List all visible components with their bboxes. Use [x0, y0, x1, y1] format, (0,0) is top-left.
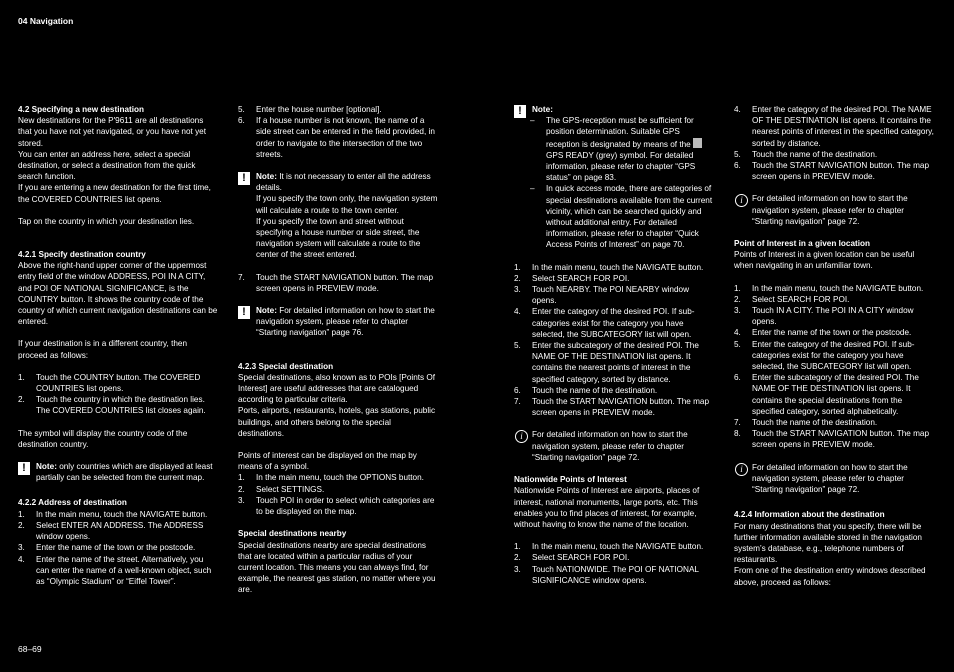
section-heading: 4.2.4 Information about the destination [734, 510, 885, 520]
paragraph: You can enter an address here, select a special destination, or select a destination from the quick search function. [18, 149, 196, 182]
section-heading: Point of Interest in a given location [734, 239, 871, 249]
paragraph: New destinations for the P'9611 are all destinations that you have not yet navigated, or you have not yet stored. [18, 116, 206, 148]
step-list [734, 104, 934, 182]
list-item: – In quick access mode, there are categories of special destinations available from the current vicinity, which can be searched quickly and without additional entry. For detailed information, please refer to chapter “Quick Access Points of Interest” on page 70. [530, 184, 713, 250]
column-1 [18, 104, 218, 587]
note-block: ! Note: For detailed information on how to start the navigation system, please refer to chapter “Starting navigation” page 76. [238, 305, 438, 339]
exclamation-icon: ! [238, 172, 250, 185]
info-block: i For detailed information on how to start the navigation system, please refer to chapter “Starting navigation” page 72. [734, 193, 934, 227]
list-item: 2. Select SEARCH FOR POI. [734, 294, 850, 304]
list-item: 2. Select SEARCH FOR POI. [514, 273, 630, 283]
section-heading: Special destinations nearby [238, 529, 347, 539]
list-item: 7. Touch the START NAVIGATION button. The map screen opens in PREVIEW mode. [238, 272, 434, 293]
note-block: ! Note: only countries which are displayed at least partially can be selected from the current map. [18, 461, 218, 483]
list-item: 7. Touch the START NAVIGATION button. The map screen opens in PREVIEW mode. [514, 397, 710, 418]
list-item: 4. Enter the category of the desired POI. The NAME OF THE DESTINATION list opens. It contains the nearest points of interest in the specified category, sorted by distance. [734, 105, 934, 148]
paragraph: Ports, airports, restaurants, hotels, gas stations, public buildings, and others belong to the special destinations. [238, 406, 436, 438]
list-item: 1. In the main menu, touch the NAVIGATE button. [514, 262, 704, 272]
list-item: 4. Enter the name of the street. Alternatively, you can enter the name of a well-known object, such as “Olympic Stadium” or “Eiffel Tower”. [18, 554, 212, 586]
list-item: 1. In the main menu, touch the NAVIGATE button. [514, 542, 704, 552]
step-list [238, 104, 438, 160]
info-icon: i [735, 194, 748, 207]
paragraph: Special destinations nearby are special destinations that are located within a particular radius of your current location. This means you can always find, for example, the nearest gas station, no matter where you are. [238, 540, 436, 595]
column-2 [238, 104, 438, 596]
list-item: 5. Enter the category of the desired POI. If sub-categories exist for the category you have selected, the SUBCATEGORY list will open. [734, 339, 915, 372]
paragraph: Above the right-hand upper corner of the uppermost entry field of the window ADDRESS, POI IN A CITY, and POI OF NATIONAL SIGNIFICANCE, is the COUNTRY button. It shows the country code of the country of which current navigation destinations can be entered. [18, 261, 218, 327]
paragraph: Points of interest can be displayed on the map by means of a symbol. [238, 451, 417, 472]
list-item: 3. Touch IN A CITY. The POI IN A CITY window opens. [734, 306, 914, 327]
list-item: – The GPS-reception must be sufficient for position determination. Suitable GPS reception is designated by means of the GPS READY (grey) symbol. For detailed information, please refer to chapter “GPS status” on page 83. [530, 115, 714, 183]
list-item: 6. Touch the START NAVIGATION button. The map screen opens in PREVIEW mode. [734, 161, 930, 182]
list-item: 2. Select SETTINGS. [238, 484, 325, 494]
step-list [514, 541, 714, 586]
info-icon: i [735, 463, 748, 476]
step-list [734, 283, 934, 451]
list-item: 5. Enter the house number [optional]. [238, 105, 382, 114]
list-item: 4. Enter the category of the desired POI. If sub-categories exist for the category you have selected, the SUBCATEGORY list will open. [514, 307, 695, 339]
list-item: 1. Touch the COUNTRY button. The COVERED COUNTRIES list opens. [18, 372, 201, 394]
exclamation-icon: ! [514, 105, 526, 118]
section-heading: Nationwide Points of Interest [514, 475, 627, 485]
section-heading: 4.2 Specifying a new destination [18, 105, 145, 114]
paragraph: Points of Interest in a given location can be useful when navigating in an unfamiliar town. [734, 250, 915, 271]
list-item: 2. Touch the country in which the destination lies. The COVERED COUNTRIES list closes again. [18, 395, 206, 416]
paragraph: If you are entering a new destination for the first time, the COVERED COUNTRIES list opens. [18, 183, 211, 204]
section-heading: 4.2.2 Address of destination [18, 498, 127, 508]
paragraph: If your destination is in a different country, then proceed as follows: [18, 339, 188, 360]
list-item: 3. Enter the name of the town or the postcode. [18, 543, 196, 553]
list-item: 3. Touch NEARBY. The POI NEARBY window opens. [514, 285, 689, 306]
note-block: ! Note: It is not necessary to enter all the address details. If you specify the town only, the navigation system will calculate a route to the town center. If you specify the town and street without specifying a house number or side street, the navigation system will calculate a route to the center of the street entered. [238, 171, 438, 261]
step-list [238, 272, 438, 294]
exclamation-icon: ! [238, 306, 250, 319]
list-item: 7. Touch the name of the destination. [734, 418, 878, 428]
paragraph: From one of the destination entry windows described above, proceed as follows: [734, 566, 926, 587]
list-item: 5. Enter the subcategory of the desired POI. The NAME OF THE DESTINATION list opens. It contains the nearest points of interest in the specified category, sorted by distance. [514, 341, 699, 384]
list-item: 6. If a house number is not known, the name of a side street can be entered in the field provided, in order to navigate to the intersection of the two streets. [238, 116, 435, 159]
step-list [238, 472, 438, 517]
list-item: 4. Enter the name of the town or the postcode. [734, 328, 912, 338]
step-list [514, 262, 714, 419]
list-item: 1. In the main menu, touch the OPTIONS button. [238, 473, 424, 483]
paragraph: Tap on the country in which your destination lies. [18, 216, 195, 226]
list-item: 8. Touch the START NAVIGATION button. The map screen opens in PREVIEW mode. [734, 429, 930, 450]
column-4 [734, 104, 934, 588]
info-block: i For detailed information on how to start the navigation system, please refer to chapter “Starting navigation” page 72. [514, 429, 714, 463]
step-list [18, 509, 218, 587]
section-heading: 4.2.3 Special destination [238, 361, 334, 371]
paragraph: The symbol will display the country code of the destination country. [18, 428, 188, 449]
info-block: i For detailed information on how to start the navigation system, please refer to chapter “Starting navigation” page 72. [734, 462, 934, 496]
list-item: 3. Touch POI in order to select which categories are to be displayed on the map. [238, 495, 435, 517]
list-item: 2. Select SEARCH FOR POI. [514, 553, 630, 563]
list-item: 1. In the main menu, touch the NAVIGATE button. [734, 283, 924, 293]
note-block: ! Note: – The GPS-reception must be sufficient for position determination. Suitable GPS reception is designated by means of the GPS READY (grey) symbol. For detailed information, please refer to chapter “GPS status” on page 83. – In quick access mode, there are categories of special destinations available from the current vicinity, which can be searched quickly and without additional entry. For detailed information, please refer to chapter “Quick Access Points of Interest” on page 70. [514, 104, 714, 251]
list-item: 2. Select ENTER AN ADDRESS. The ADDRESS window opens. [18, 520, 204, 542]
column-3 [514, 104, 714, 586]
list-item: 3. Touch NATIONWIDE. The POI OF NATIONAL SIGNIFICANCE window opens. [514, 564, 699, 585]
page-number: 68–69 [18, 644, 42, 654]
list-item: 1. In the main menu, touch the NAVIGATE button. [18, 509, 208, 519]
paragraph: Nationwide Points of Interest are airports, places of interest, national monuments, large ports, etc. This enables you to find places of interest, for example, without having to know the name of the location. [514, 486, 700, 529]
list-item: 6. Touch the name of the destination. [514, 385, 658, 395]
chapter-header: 04 Navigation [18, 16, 74, 26]
gps-icon [693, 138, 702, 148]
list-item: 6. Enter the subcategory of the desired POI. The NAME OF THE DESTINATION list opens. It contains the special destinations from the specified category, sorted alphabetically. [734, 373, 919, 416]
list-item: 5. Touch the name of the destination. [734, 149, 878, 159]
exclamation-icon: ! [18, 462, 30, 475]
section-heading: 4.2.1 Specify destination country [18, 250, 146, 260]
info-icon: i [515, 430, 528, 443]
step-list [18, 372, 218, 417]
paragraph: For many destinations that you specify, there will be further information available stored in the navigation system’s database, e.g., telephone numbers of restaurants. [734, 521, 922, 565]
paragraph: Special destinations, also known as to POIs [Points Of Interest] are useful addresses that are catalogued according to particular criteria. [238, 372, 436, 405]
